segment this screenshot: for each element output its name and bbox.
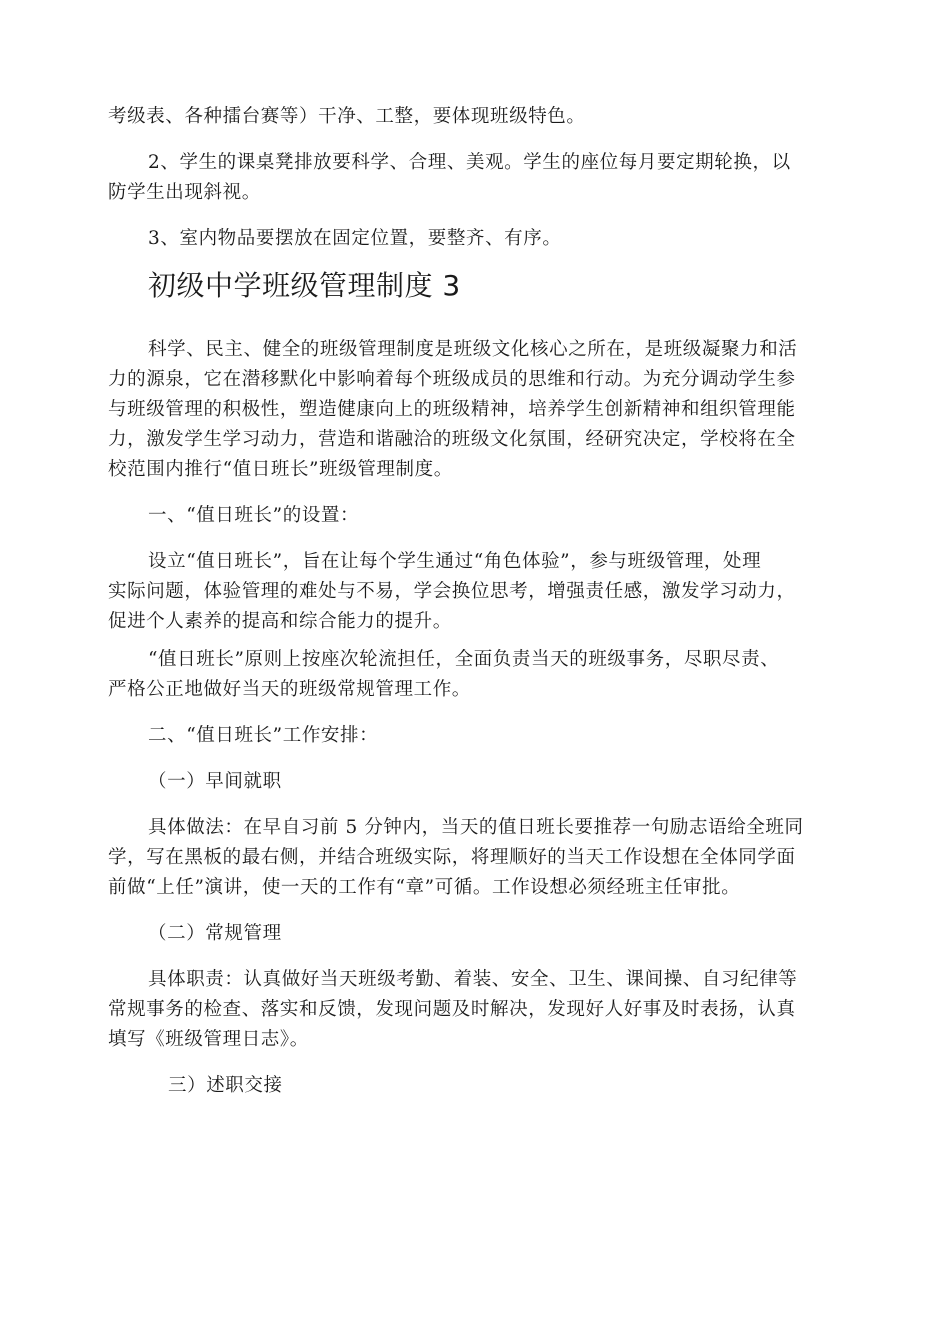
intro-paragraph-line-1: 科学、民主、健全的班级管理制度是班级文化核心之所在，是班级凝聚力和活 xyxy=(148,339,798,360)
morning-paragraph-line-2: 学，写在黑板的最右侧，并结合班级实际，将理顺好的当天工作设想在全体同学面 xyxy=(108,847,796,868)
setup-paragraph-line-2: 实际问题，体验管理的难处与不易，学会换位思考，增强责任感，激发学习动力， xyxy=(108,581,796,602)
intro-paragraph-line-4: 力，激发学生学习动力，营造和谐融洽的班级文化氛围，经研究决定，学校将在全 xyxy=(108,429,796,450)
heading-setup: 一、“值日班长”的设置： xyxy=(148,505,360,526)
paragraph-continuation: 考级表、各种擂台赛等）干净、工整，要体现班级特色。 xyxy=(108,106,586,127)
setup-paragraph-line-1: 设立“值日班长”，旨在让每个学生通过“角色体验”，参与班级管理，处理 xyxy=(148,551,762,572)
subheading-routine-management: （二）常规管理 xyxy=(148,923,282,944)
routine-paragraph-line-3: 填写《班级管理日志》。 xyxy=(108,1029,309,1050)
routine-paragraph-line-1: 具体职责：认真做好当天班级考勤、着装、安全、卫生、课间操、自习纪律等 xyxy=(148,969,798,990)
subheading-morning-duty: （一）早间就职 xyxy=(148,771,282,792)
intro-paragraph-line-3: 与班级管理的积极性，塑造健康向上的班级精神，培养学生创新精神和组织管理能 xyxy=(108,399,796,420)
section-title: 初级中学班级管理制度 3 xyxy=(148,269,461,302)
paragraph-desk-arrangement-line-1: 2、学生的课桌凳排放要科学、合理、美观。学生的座位每月要定期轮换，以 xyxy=(148,152,791,173)
paragraph-desk-arrangement-line-2: 防学生出现斜视。 xyxy=(108,182,261,203)
morning-paragraph-line-1: 具体做法：在早自习前 5 分钟内，当天的值日班长要推荐一句励志语给全班同 xyxy=(148,817,804,838)
heading-work-arrangement: 二、“值日班长”工作安排： xyxy=(148,725,379,746)
routine-paragraph-line-2: 常规事务的检查、落实和反馈，发现问题及时解决，发现好人好事及时表扬，认真 xyxy=(108,999,796,1020)
intro-paragraph-line-2: 力的源泉，它在潜移默化中影响着每个班级成员的思维和行动。为充分调动学生参 xyxy=(108,369,796,390)
intro-paragraph-line-5: 校范围内推行“值日班长”班级管理制度。 xyxy=(108,459,453,480)
subheading-handover: 三）述职交接 xyxy=(168,1075,283,1096)
paragraph-room-items: 3、室内物品要摆放在固定位置，要整齐、有序。 xyxy=(148,228,562,249)
rotation-paragraph-line-2: 严格公正地做好当天的班级常规管理工作。 xyxy=(108,679,471,700)
rotation-paragraph-line-1: “值日班长”原则上按座次轮流担任，全面负责当天的班级事务，尽职尽责、 xyxy=(148,649,780,670)
setup-paragraph-line-3: 促进个人素养的提高和综合能力的提升。 xyxy=(108,611,452,632)
morning-paragraph-line-3: 前做“上任”演讲，使一天的工作有“章”可循。工作设想必须经班主任审批。 xyxy=(108,877,741,898)
